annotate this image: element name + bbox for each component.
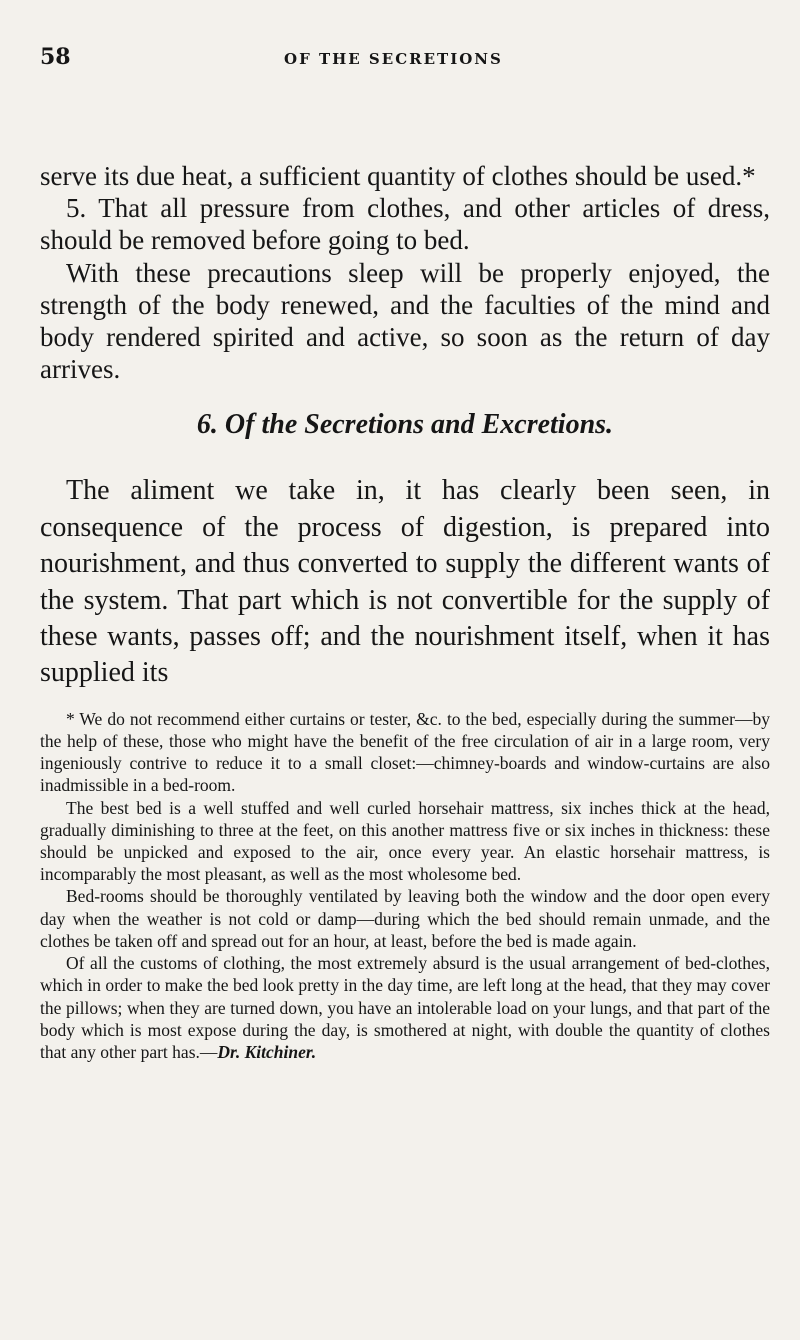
main-text (40, 160, 770, 385)
section-heading: 6. Of the Secretions and Excretions. (196, 409, 614, 441)
section-body (40, 473, 770, 691)
page-number: 58 (40, 44, 71, 70)
body-paragraph: With these precautions sleep will be properly enjoyed, the strength of the body renewed, and the faculties of the mind and body rendered spirited and active, so soon as the return of day arrives. (40, 257, 770, 385)
footnote-author: Dr. Kitchiner. (217, 1041, 317, 1062)
footnote-paragraph (40, 952, 770, 1063)
running-head: OF THE SECRETIONS (284, 50, 503, 68)
footnote-paragraph: * We do not recommend either curtains or tester, &c. to the bed, especially during the summer—by the help of these, those who might have the benefit of the free circulation of air in a large room, very ingeniously contrive to reduce it to a small closet:—chimney-boards and window-curtains are also inadmissible in a bed-room. (40, 708, 770, 796)
page-header (40, 44, 770, 92)
footnote-paragraph: The best bed is a well stuffed and well curled horsehair mattress, six inches thick at the head, gradually diminishing to three at the feet, on this another mattress five or six inches in thickness: these should be unpicked and exposed to the air, once every year. An elastic horsehair mattress, is incomparably the most pleasant, as well as the most wholesome bed. (40, 797, 770, 885)
body-paragraph: serve its due heat, a sufficient quantity of clothes should be used.* (40, 161, 756, 191)
book-page (40, 44, 770, 1063)
section-paragraph: The aliment we take in, it has clearly been seen, in consequence of the process of digestion, is prepared into nourishment, and thus converted to supply the different wants of the system. That part which is not convertible for the supply of these wants, passes off; and the nourishment itself, when it has supplied its (40, 475, 770, 689)
footnote (40, 708, 770, 1063)
footnote-paragraph: Bed-rooms should be thoroughly ventilated by leaving both the window and the door open every day when the weather is not cold or damp—during which the bed should remain unmade, and the clothes be taken off and spread out for an hour, at least, before the bed is made again. (40, 886, 770, 951)
footnote-paragraph-text: Of all the customs of clothing, the most extremely absurd is the usual arrangement of bed-clothes, which in order to make the bed look pretty in the day time, are left long at the head, that they may cover the pillows; when they are turned down, you have an intolerable load on your lungs, and that part of the body which is most expose during the day, is smothered at night, with double the quantity of clothes that any other part has.— (40, 953, 770, 1062)
body-paragraph: 5. That all pressure from clothes, and other articles of dress, should be removed before going to bed. (40, 193, 770, 256)
